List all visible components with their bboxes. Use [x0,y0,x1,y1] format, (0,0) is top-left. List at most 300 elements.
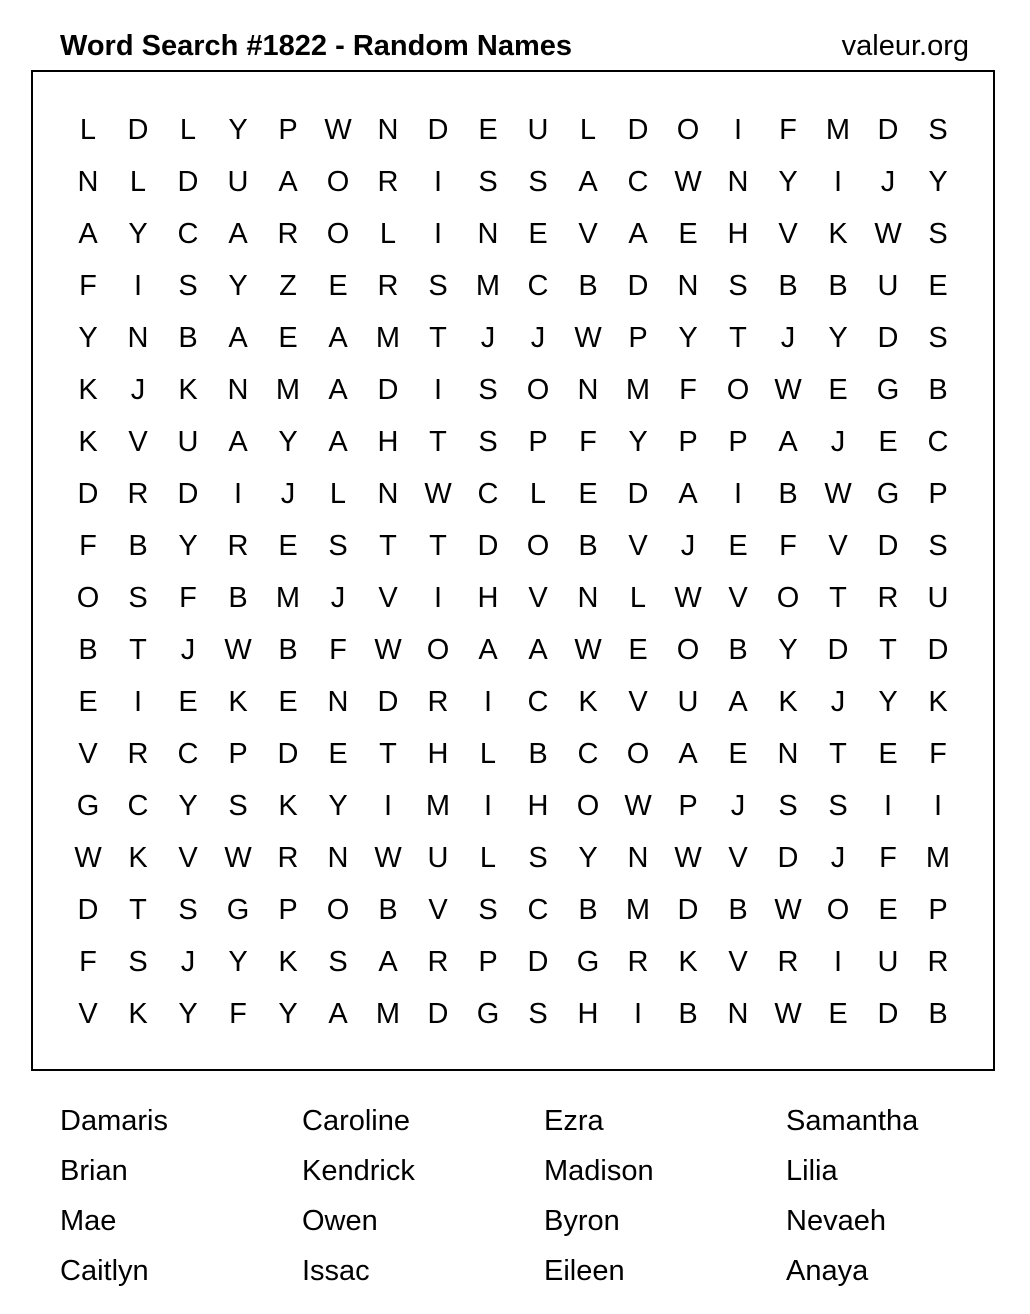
grid-letter[interactable]: U [677,685,699,718]
grid-letter[interactable]: F [929,737,947,770]
grid-letter[interactable]: S [428,269,448,302]
grid-letter[interactable]: V [78,737,98,770]
grid-letter[interactable]: E [78,685,98,718]
grid-letter[interactable]: G [576,945,600,978]
grid-letter[interactable]: D [477,529,499,562]
grid-letter[interactable]: S [928,217,948,250]
grid-letter[interactable]: U [527,113,549,146]
grid-letter[interactable]: O [326,893,350,926]
grid-letter[interactable]: S [128,945,148,978]
grid-letter[interactable]: W [574,321,602,354]
grid-letter[interactable]: O [776,581,800,614]
grid-letter[interactable]: L [79,113,97,146]
grid-letter[interactable]: S [478,373,498,406]
grid-letter[interactable]: Y [78,321,98,354]
grid-letter[interactable]: T [379,529,397,562]
grid-letter[interactable]: B [528,737,548,770]
grid-letter[interactable]: W [674,841,702,874]
grid-letter[interactable]: A [728,685,748,718]
grid-letter[interactable]: A [678,737,698,770]
grid-letter[interactable]: R [277,217,299,250]
grid-letter[interactable]: R [927,945,949,978]
grid-letter[interactable]: L [129,165,147,198]
grid-letter[interactable]: N [227,373,249,406]
grid-letter[interactable]: P [228,737,248,770]
grid-letter[interactable]: D [77,477,99,510]
grid-letter[interactable]: I [233,477,243,510]
grid-letter[interactable]: F [79,529,97,562]
grid-letter[interactable]: J [180,945,196,978]
grid-letter[interactable]: D [877,321,899,354]
grid-letter[interactable]: Y [778,165,798,198]
grid-letter[interactable]: A [78,217,98,250]
grid-letter[interactable]: J [830,685,846,718]
grid-letter[interactable]: Y [328,789,348,822]
grid-letter[interactable]: I [433,373,443,406]
grid-letter[interactable]: O [826,893,850,926]
grid-letter[interactable]: Y [278,425,298,458]
grid-letter[interactable]: O [76,581,100,614]
grid-letter[interactable]: I [833,165,843,198]
grid-letter[interactable]: Y [928,165,948,198]
grid-letter[interactable]: B [228,581,248,614]
grid-letter[interactable]: A [228,217,248,250]
grid-letter[interactable]: K [178,373,198,406]
grid-letter[interactable]: A [528,633,548,666]
grid-letter[interactable]: O [526,373,550,406]
grid-letter[interactable]: B [378,893,398,926]
grid-letter[interactable]: M [925,841,951,874]
grid-letter[interactable]: V [178,841,198,874]
grid-letter[interactable]: R [627,945,649,978]
grid-letter[interactable]: N [327,685,349,718]
grid-letter[interactable]: Y [178,529,198,562]
grid-letter[interactable]: N [627,841,649,874]
grid-letter[interactable]: M [475,269,501,302]
grid-letter[interactable]: Y [278,997,298,1030]
grid-letter[interactable]: V [628,529,648,562]
grid-letter[interactable]: M [825,113,851,146]
grid-letter[interactable]: R [127,477,149,510]
grid-letter[interactable]: F [229,997,247,1030]
grid-letter[interactable]: N [77,165,99,198]
grid-letter[interactable]: I [133,269,143,302]
grid-letter[interactable]: D [377,373,399,406]
grid-letter[interactable]: W [74,841,102,874]
grid-letter[interactable]: C [527,269,549,302]
grid-letter[interactable]: V [378,581,398,614]
grid-letter[interactable]: A [378,945,398,978]
grid-letter[interactable]: J [730,789,746,822]
grid-letter[interactable]: D [827,633,849,666]
grid-letter[interactable]: C [627,165,649,198]
grid-letter[interactable]: T [129,893,147,926]
grid-letter[interactable]: N [777,737,799,770]
grid-letter[interactable]: T [729,321,747,354]
grid-letter[interactable]: T [429,425,447,458]
grid-letter[interactable]: U [177,425,199,458]
grid-letter[interactable]: N [377,477,399,510]
grid-letter[interactable]: V [828,529,848,562]
grid-letter[interactable]: C [527,893,549,926]
grid-letter[interactable]: D [627,477,649,510]
grid-letter[interactable]: O [626,737,650,770]
grid-letter[interactable]: F [779,529,797,562]
grid-letter[interactable]: G [76,789,100,822]
grid-letter[interactable]: S [828,789,848,822]
grid-letter[interactable]: T [429,321,447,354]
grid-letter[interactable]: P [478,945,498,978]
grid-letter[interactable]: D [277,737,299,770]
grid-letter[interactable]: P [728,425,748,458]
grid-letter[interactable]: N [327,841,349,874]
grid-letter[interactable]: D [627,113,649,146]
grid-letter[interactable]: A [328,425,348,458]
grid-letter[interactable]: W [374,633,402,666]
grid-letter[interactable]: A [328,997,348,1030]
grid-letter[interactable]: D [677,893,699,926]
grid-letter[interactable]: R [777,945,799,978]
grid-letter[interactable]: B [278,633,298,666]
grid-letter[interactable]: A [328,373,348,406]
grid-letter[interactable]: W [774,373,802,406]
grid-letter[interactable]: G [226,893,250,926]
grid-letter[interactable]: Y [628,425,648,458]
grid-letter[interactable]: P [528,425,548,458]
grid-letter[interactable]: J [330,581,346,614]
grid-letter[interactable]: H [727,217,749,250]
grid-letter[interactable]: I [383,789,393,822]
grid-letter[interactable]: V [628,685,648,718]
grid-letter[interactable]: T [129,633,147,666]
grid-letter[interactable]: J [780,321,796,354]
grid-letter[interactable]: H [427,737,449,770]
grid-letter[interactable]: B [578,529,598,562]
grid-letter[interactable]: U [877,945,899,978]
grid-letter[interactable]: F [579,425,597,458]
grid-letter[interactable]: E [178,685,198,718]
grid-letter[interactable]: I [483,789,493,822]
grid-letter[interactable]: S [178,893,198,926]
grid-letter[interactable]: D [127,113,149,146]
grid-letter[interactable]: Z [279,269,297,302]
grid-letter[interactable]: I [133,685,143,718]
grid-letter[interactable]: P [678,789,698,822]
grid-letter[interactable]: W [224,841,252,874]
grid-letter[interactable]: J [530,321,546,354]
grid-letter[interactable]: E [728,737,748,770]
grid-letter[interactable]: W [874,217,902,250]
grid-letter[interactable]: Y [778,633,798,666]
grid-letter[interactable]: O [526,529,550,562]
grid-letter[interactable]: Y [178,997,198,1030]
grid-letter[interactable]: B [928,997,948,1030]
grid-letter[interactable]: T [879,633,897,666]
grid-letter[interactable]: K [278,945,298,978]
grid-letter[interactable]: R [877,581,899,614]
grid-letter[interactable]: J [180,633,196,666]
grid-letter[interactable]: J [880,165,896,198]
grid-letter[interactable]: H [577,997,599,1030]
grid-letter[interactable]: Y [228,945,248,978]
grid-letter[interactable]: I [833,945,843,978]
grid-letter[interactable]: K [78,373,98,406]
grid-letter[interactable]: N [377,113,399,146]
grid-letter[interactable]: F [679,373,697,406]
grid-letter[interactable]: S [928,321,948,354]
grid-letter[interactable]: K [928,685,948,718]
grid-letter[interactable]: W [324,113,352,146]
grid-letter[interactable]: B [128,529,148,562]
grid-letter[interactable]: N [577,581,599,614]
grid-letter[interactable]: S [478,165,498,198]
grid-letter[interactable]: P [928,477,948,510]
grid-letter[interactable]: E [628,633,648,666]
grid-letter[interactable]: J [830,841,846,874]
grid-letter[interactable]: S [178,269,198,302]
grid-letter[interactable]: K [678,945,698,978]
grid-letter[interactable]: J [680,529,696,562]
grid-letter[interactable]: U [227,165,249,198]
grid-letter[interactable]: T [429,529,447,562]
grid-letter[interactable]: G [876,477,900,510]
grid-letter[interactable]: D [627,269,649,302]
grid-letter[interactable]: F [779,113,797,146]
grid-letter[interactable]: H [527,789,549,822]
grid-letter[interactable]: S [128,581,148,614]
grid-letter[interactable]: B [678,997,698,1030]
grid-letter[interactable]: D [527,945,549,978]
grid-letter[interactable]: N [127,321,149,354]
grid-letter[interactable]: B [728,893,748,926]
grid-letter[interactable]: A [778,425,798,458]
grid-letter[interactable]: D [77,893,99,926]
grid-letter[interactable]: E [878,893,898,926]
grid-letter[interactable]: R [377,165,399,198]
grid-letter[interactable]: I [483,685,493,718]
grid-letter[interactable]: N [727,997,749,1030]
grid-letter[interactable]: H [477,581,499,614]
grid-letter[interactable]: W [774,893,802,926]
grid-letter[interactable]: K [128,997,148,1030]
grid-letter[interactable]: C [127,789,149,822]
grid-letter[interactable]: M [275,373,301,406]
grid-letter[interactable]: V [728,581,748,614]
grid-letter[interactable]: C [527,685,549,718]
grid-letter[interactable]: W [424,477,452,510]
grid-letter[interactable]: R [427,685,449,718]
grid-letter[interactable]: Y [228,113,248,146]
grid-letter[interactable]: S [778,789,798,822]
grid-letter[interactable]: I [733,477,743,510]
grid-letter[interactable]: L [179,113,197,146]
grid-letter[interactable]: L [479,841,497,874]
grid-letter[interactable]: A [278,165,298,198]
grid-letter[interactable]: S [528,997,548,1030]
grid-letter[interactable]: L [329,477,347,510]
grid-letter[interactable]: O [326,165,350,198]
grid-letter[interactable]: B [728,633,748,666]
grid-letter[interactable]: L [629,581,647,614]
grid-letter[interactable]: M [375,321,401,354]
grid-letter[interactable]: N [477,217,499,250]
grid-letter[interactable]: B [828,269,848,302]
grid-letter[interactable]: B [578,269,598,302]
grid-letter[interactable]: F [879,841,897,874]
grid-letter[interactable]: M [375,997,401,1030]
grid-letter[interactable]: E [278,321,298,354]
grid-letter[interactable]: N [577,373,599,406]
grid-letter[interactable]: E [878,425,898,458]
grid-letter[interactable]: P [278,113,298,146]
grid-letter[interactable]: V [578,217,598,250]
grid-letter[interactable]: Y [678,321,698,354]
grid-letter[interactable]: E [878,737,898,770]
grid-letter[interactable]: E [578,477,598,510]
grid-letter[interactable]: P [928,893,948,926]
grid-letter[interactable]: C [177,217,199,250]
grid-letter[interactable]: S [328,529,348,562]
grid-letter[interactable]: G [476,997,500,1030]
grid-letter[interactable]: M [275,581,301,614]
grid-letter[interactable]: D [927,633,949,666]
grid-letter[interactable]: B [778,269,798,302]
grid-letter[interactable]: U [927,581,949,614]
grid-letter[interactable]: J [130,373,146,406]
grid-letter[interactable]: I [433,581,443,614]
grid-letter[interactable]: Y [828,321,848,354]
grid-letter[interactable]: B [778,477,798,510]
grid-letter[interactable]: M [425,789,451,822]
grid-letter[interactable]: W [674,581,702,614]
grid-letter[interactable]: L [379,217,397,250]
grid-letter[interactable]: A [328,321,348,354]
grid-letter[interactable]: K [228,685,248,718]
grid-letter[interactable]: D [177,165,199,198]
grid-letter[interactable]: F [179,581,197,614]
grid-letter[interactable]: D [777,841,799,874]
grid-letter[interactable]: P [678,425,698,458]
grid-letter[interactable]: A [628,217,648,250]
grid-letter[interactable]: A [228,425,248,458]
grid-letter[interactable]: P [278,893,298,926]
grid-letter[interactable]: J [830,425,846,458]
grid-letter[interactable]: S [928,113,948,146]
grid-letter[interactable]: P [628,321,648,354]
grid-letter[interactable]: I [933,789,943,822]
grid-letter[interactable]: B [178,321,198,354]
grid-letter[interactable]: W [824,477,852,510]
grid-letter[interactable]: V [728,945,748,978]
grid-letter[interactable]: V [728,841,748,874]
grid-letter[interactable]: A [678,477,698,510]
grid-letter[interactable]: E [528,217,548,250]
grid-letter[interactable]: F [79,269,97,302]
grid-letter[interactable]: E [828,997,848,1030]
grid-letter[interactable]: S [478,893,498,926]
grid-letter[interactable]: O [426,633,450,666]
grid-letter[interactable]: W [624,789,652,822]
grid-letter[interactable]: B [928,373,948,406]
grid-letter[interactable]: E [678,217,698,250]
grid-letter[interactable]: K [278,789,298,822]
grid-letter[interactable]: F [79,945,97,978]
grid-letter[interactable]: H [377,425,399,458]
grid-letter[interactable]: E [328,737,348,770]
grid-letter[interactable]: Y [128,217,148,250]
grid-letter[interactable]: L [579,113,597,146]
grid-letter[interactable]: T [829,737,847,770]
grid-letter[interactable]: N [677,269,699,302]
grid-letter[interactable]: E [328,269,348,302]
grid-letter[interactable]: I [433,217,443,250]
grid-letter[interactable]: W [674,165,702,198]
grid-letter[interactable]: R [277,841,299,874]
grid-letter[interactable]: O [326,217,350,250]
grid-letter[interactable]: E [828,373,848,406]
grid-letter[interactable]: O [726,373,750,406]
grid-letter[interactable]: K [828,217,848,250]
grid-letter[interactable]: J [280,477,296,510]
grid-letter[interactable]: D [177,477,199,510]
grid-letter[interactable]: E [278,685,298,718]
grid-letter[interactable]: S [528,841,548,874]
grid-letter[interactable]: K [778,685,798,718]
grid-letter[interactable]: E [728,529,748,562]
grid-letter[interactable]: O [676,113,700,146]
grid-letter[interactable]: W [574,633,602,666]
grid-letter[interactable]: L [529,477,547,510]
grid-letter[interactable]: W [374,841,402,874]
grid-letter[interactable]: Y [878,685,898,718]
grid-letter[interactable]: K [128,841,148,874]
grid-letter[interactable]: U [877,269,899,302]
grid-letter[interactable]: V [428,893,448,926]
grid-letter[interactable]: F [329,633,347,666]
grid-letter[interactable]: A [228,321,248,354]
grid-letter[interactable]: Y [578,841,598,874]
grid-letter[interactable]: G [876,373,900,406]
grid-letter[interactable]: D [877,529,899,562]
grid-letter[interactable]: V [528,581,548,614]
grid-letter[interactable]: O [576,789,600,822]
grid-letter[interactable]: M [625,893,651,926]
grid-letter[interactable]: C [927,425,949,458]
grid-letter[interactable]: R [227,529,249,562]
grid-letter[interactable]: E [928,269,948,302]
grid-letter[interactable]: U [427,841,449,874]
grid-letter[interactable]: S [928,529,948,562]
grid-letter[interactable]: S [528,165,548,198]
grid-letter[interactable]: S [478,425,498,458]
grid-letter[interactable]: I [633,997,643,1030]
grid-letter[interactable]: J [480,321,496,354]
grid-letter[interactable]: R [427,945,449,978]
grid-letter[interactable]: D [377,685,399,718]
grid-letter[interactable]: C [477,477,499,510]
grid-letter[interactable]: O [676,633,700,666]
grid-letter[interactable]: I [883,789,893,822]
grid-letter[interactable]: W [224,633,252,666]
grid-letter[interactable]: Y [178,789,198,822]
grid-letter[interactable]: D [427,113,449,146]
grid-letter[interactable]: B [78,633,98,666]
grid-letter[interactable]: N [727,165,749,198]
grid-letter[interactable]: T [829,581,847,614]
grid-letter[interactable]: S [228,789,248,822]
grid-letter[interactable]: V [778,217,798,250]
grid-letter[interactable]: D [877,997,899,1030]
